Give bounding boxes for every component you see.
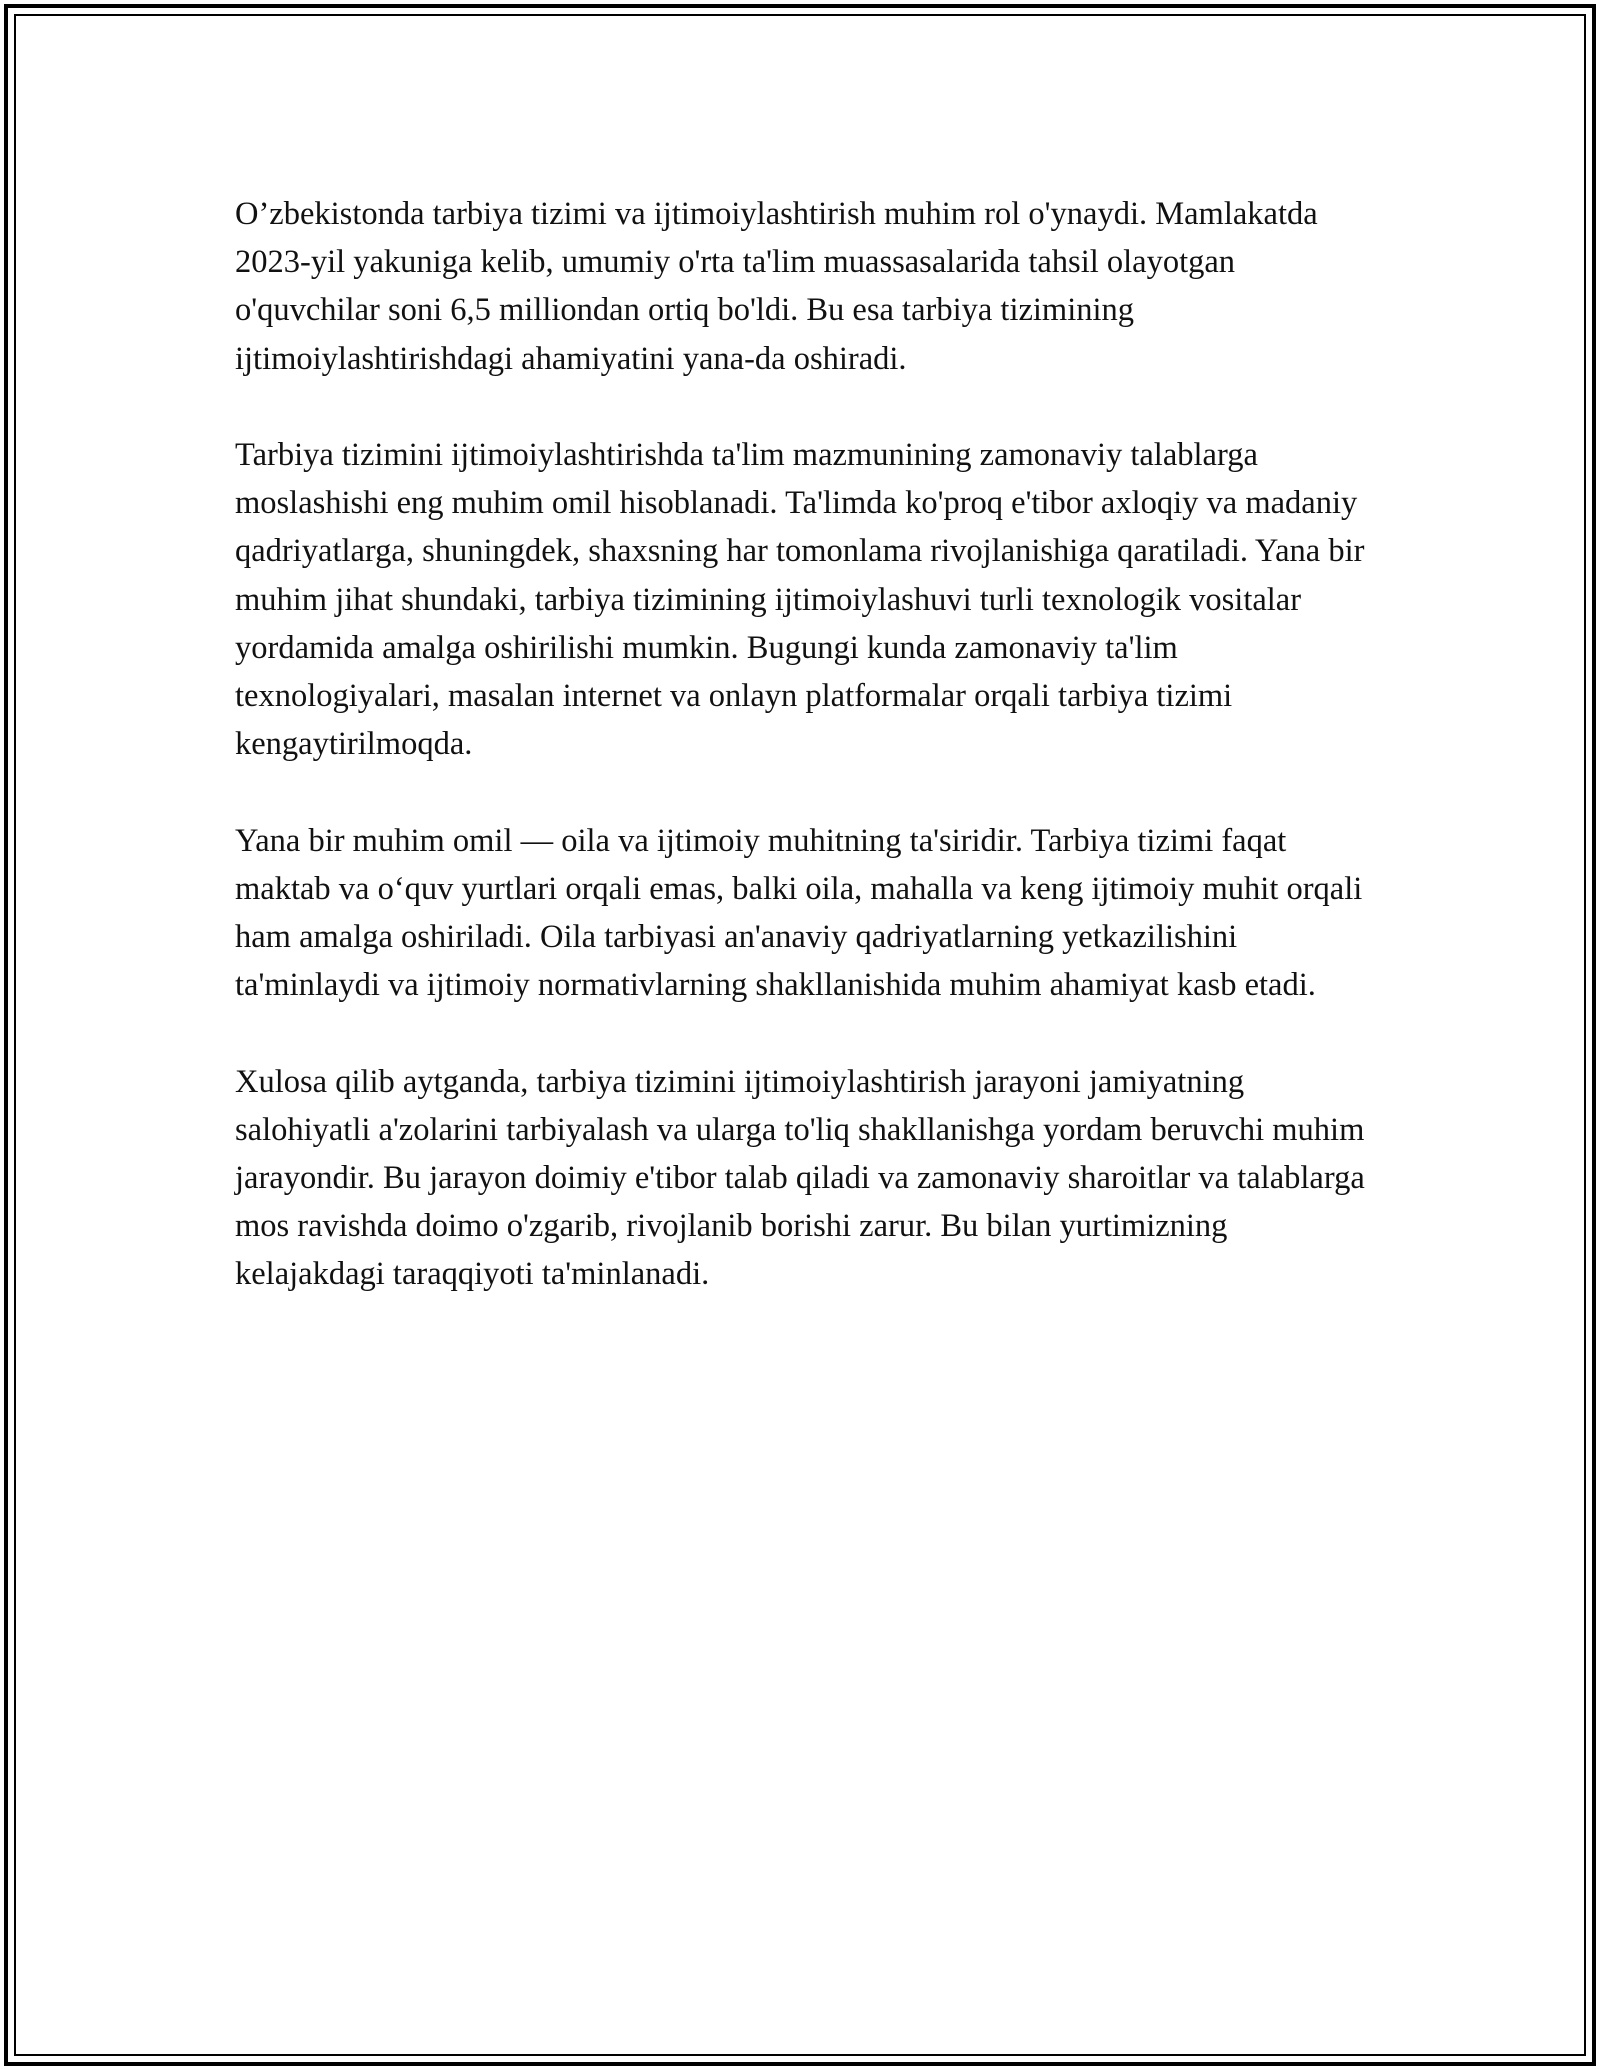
paragraph-3: Yana bir muhim omil — oila va ijtimoiy muhitning ta'siridir. Tarbiya tizimi faqat maktab va o‘quv yurtlari orqali emas, balki oila, mahalla va keng ijtimoiy muhit orqali ham amalga oshiriladi. Oila tarbiyasi an'anaviy qadriyatlarning yetkazilishini ta'minlaydi va ijtimoiy normativlarning shakllanishida muhim ahamiyat kasb etadi.	[235, 822, 1363, 1004]
paragraph-2: Tarbiya tizimini ijtimoiylashtirishda ta'lim mazmunining zamonaviy talablarga moslashishi eng muhim omil hisoblanadi. Ta'limda ko'proq e'tibor axloqiy va madaniy qadriyatlarga, shuningdek, shaxsning har tomonlama rivojlanishiga qaratiladi. Yana bir muhim jihat shundaki, tarbiya tizimining ijtimoiylashuvi turli texnologik vositalar yordamida amalga oshirilishi mumkin. Bugungi kunda zamonaviy ta'lim texnologiyalari, masalan internet va onlayn platformalar orqali tarbiya tizimi kengaytirilmoqda.	[235, 437, 1365, 763]
paragraph-4: Xulosa qilib aytganda, tarbiya tizimini ijtimoiylashtirish jarayoni jamiyatning salohiyatli a'zolarini tarbiyalash va ularga to'liq shakllanishga yordam beruvchi muhim jarayondir. Bu jarayon doimiy e'tibor talab qiladi va zamonaviy sharoitlar va talablarga mos ravishda doimo o'zgarib, rivojlanib borishi zarur. Bu bilan yurtimizning kelajakdagi taraqqiyoti ta'minlanadi.	[235, 1063, 1365, 1293]
paragraph-1: O’zbekistonda tarbiya tizimi va ijtimoiylashtirish muhim rol o'ynaydi. Mamlakatda 2023-yil yakuniga kelib, umumiy o'rta ta'lim muassasalarida tahsil olayotgan o'quvchilar soni 6,5 milliondan ortiq bo'ldi. Bu esa tarbiya tizimining ijtimoiylashtirishdagi ahamiyatini yana-da oshiradi.	[235, 196, 1318, 377]
document-body	[235, 190, 1375, 1347]
